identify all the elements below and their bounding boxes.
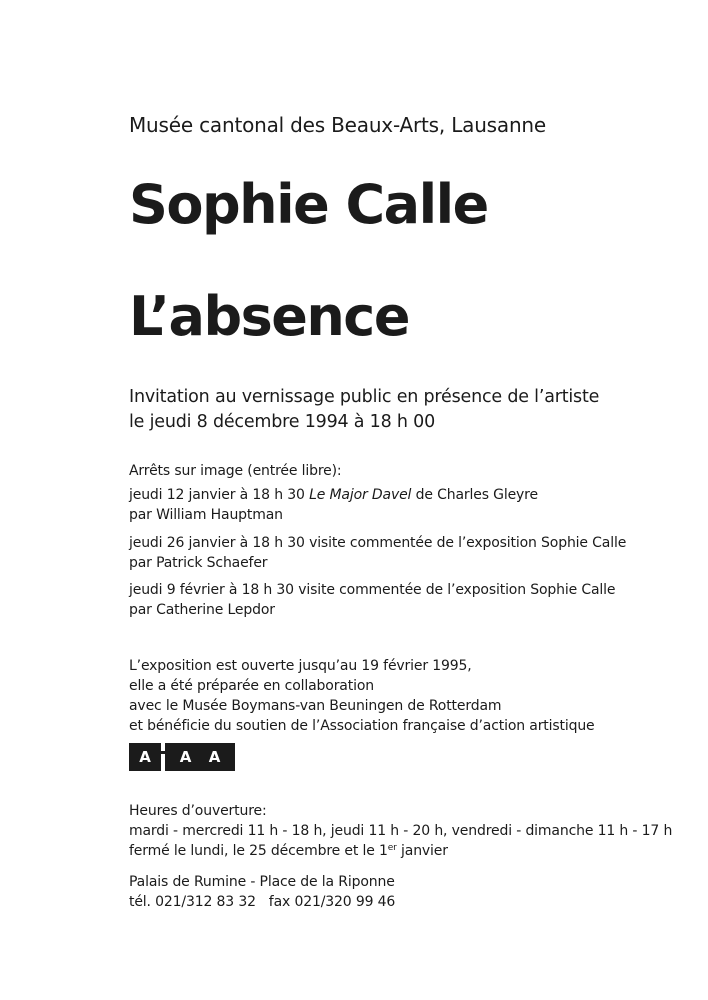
info-line: et bénéficie du soutien de l’Association française d’action artistique — [129, 718, 595, 734]
artist-title: Sophie Calle — [129, 173, 488, 236]
address-block — [129, 872, 395, 912]
event-date: jeudi 12 janvier à 18 h 30 — [129, 487, 305, 503]
logo-letter-a: A — [208, 748, 221, 766]
event-description: visite commentée de l’exposition Sophie Calle — [298, 582, 616, 598]
fax-number: fax 021/320 99 46 — [268, 894, 396, 910]
event-work: Le Major Davel — [309, 487, 412, 503]
logo-letters — [165, 743, 235, 771]
phone-number: tél. 021/312 83 32 — [129, 894, 256, 910]
hours-closed — [129, 841, 672, 861]
event-line — [129, 485, 538, 505]
address-location: Palais de Rumine - Place de la Riponne — [129, 874, 395, 890]
afaa-logo — [129, 743, 235, 771]
event-speaker: par William Hauptman — [129, 507, 283, 523]
logo-f-bar — [161, 743, 165, 771]
opening-hours — [129, 801, 672, 861]
event-item — [129, 485, 538, 525]
event-speaker: par Catherine Lepdor — [129, 602, 275, 618]
info-line: elle a été préparée en collaboration — [129, 678, 374, 694]
event-description: de Charles Gleyre — [415, 487, 538, 503]
hours-closed-end: janvier — [396, 843, 448, 859]
logo-letter-a: A — [129, 743, 161, 771]
hours-title: Heures d’ouverture: — [129, 803, 267, 819]
event-date: jeudi 26 janvier à 18 h 30 — [129, 535, 305, 551]
event-speaker: par Patrick Schaefer — [129, 555, 268, 571]
contact-line — [129, 892, 395, 912]
event-date: jeudi 9 février à 18 h 30 — [129, 582, 294, 598]
event-line — [129, 533, 626, 553]
exhibition-title: L’absence — [129, 285, 409, 348]
invitation-text — [129, 385, 599, 435]
event-item — [129, 580, 615, 620]
event-description: visite commentée de l’exposition Sophie Calle — [309, 535, 627, 551]
info-line: avec le Musée Boymans-van Beuningen de Rotterdam — [129, 698, 502, 714]
info-line: L’exposition est ouverte jusqu’au 19 février 1995, — [129, 658, 472, 674]
hours-closed-superscript: er — [387, 843, 397, 853]
hours-closed-text: fermé le lundi, le 25 décembre et le 1 — [129, 843, 388, 859]
invitation-line-1: Invitation au vernissage public en présence de l’artiste — [129, 387, 600, 407]
exhibition-info — [129, 656, 595, 736]
hours-schedule: mardi - mercredi 11 h - 18 h, jeudi 11 h - 20 h, vendredi - dimanche 11 h - 17 h — [129, 823, 673, 839]
logo-letter-a: A — [179, 748, 192, 766]
events-title: Arrêts sur image (entrée libre): — [129, 463, 342, 479]
event-item — [129, 533, 626, 573]
museum-name: Musée cantonal des Beaux-Arts, Lausanne — [129, 113, 547, 137]
invitation-line-2: le jeudi 8 décembre 1994 à 18 h 00 — [129, 412, 436, 432]
event-line — [129, 580, 615, 600]
